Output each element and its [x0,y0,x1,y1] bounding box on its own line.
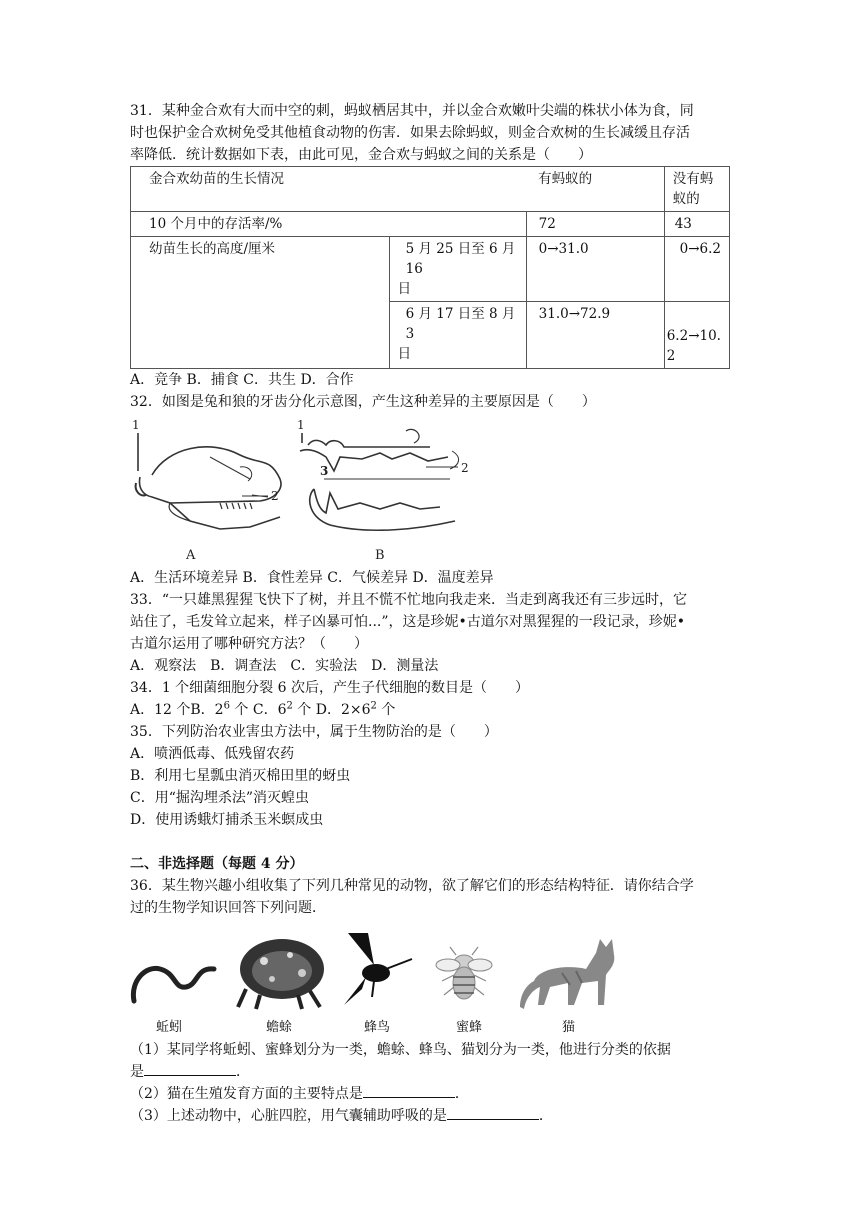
exponent-c: 2 [286,700,293,712]
animal-label-cat: 猫 [562,1020,576,1035]
table-row [131,212,730,237]
question-36-stem-line-2: 过的生物学知识回答下列问题． [130,900,326,916]
teeth-diagram [130,417,475,565]
question-34-stem: 34．1 个细菌细胞分裂 6 次后，产生子代细胞的数目是（ ） [130,680,529,696]
option-a-b-text: A．12 个B．2 [130,702,224,718]
exam-page [130,100,730,1127]
question-33 [130,589,730,677]
header-without-ants-label: 没有蚂蚁的 [672,171,714,207]
hummingbird-image [344,933,412,1005]
section-spacer [130,831,730,853]
growth-data-table [130,166,730,369]
option-c-text: 个 C．6 [229,702,287,718]
table-cell-period-1-without: 0→6.2 [664,237,729,302]
question-36-sub-1-line-1: （1）某同学将蚯蚓、蜜蜂划分为一类，蟾蜍、蜂鸟、猫划分为一类，他进行分类的依据 [130,1042,671,1058]
question-36-sub-1-line-2 [130,1061,730,1083]
question-36-sub-3 [130,1105,730,1127]
question-35-stem: 35．下列防治农业害虫方法中，属于生物防治的是（ ） [130,724,498,740]
cat-image [520,939,614,1009]
question-33-options: A．观察法 B．调查法 C．实验法 D．测量法 [130,658,439,674]
period-2-line-2: 日 [397,346,412,362]
question-34 [130,677,730,721]
option-d-text: 个 D．2×6 [292,702,371,718]
table-cell-period-2-without [664,302,729,369]
question-33-stem-line-1: 33．“一只雄黑猩猩飞快下了树，并且不慌不忙地向我走来．当走到离我还有三步远时，它 [130,592,687,608]
rabbit-skull-drawing [136,433,281,529]
period-2-without-line-2: 2 [666,348,676,364]
diagram-label-2-wolf: 2 [461,461,469,475]
period-1-line-1: 5 月 25 日至 6 月 16 [405,241,516,277]
question-34-options [130,699,730,721]
diagram-label-3-wolf: 3 [320,464,329,478]
option-end-text: 个 [376,702,396,718]
question-35-option-d: D．使用诱蛾灯捕杀玉米螟成虫 [130,812,324,828]
table-cell-height-label: 幼苗生长的高度/厘米 [131,237,390,369]
animal-label-hummingbird: 蜂鸟 [364,1020,391,1035]
section-2-title: 二、非选择题（每题 4 分） [130,856,304,872]
answer-blank-1[interactable] [144,1061,236,1076]
diagram-label-1-wolf: 1 [297,418,305,432]
question-36-sub-2 [130,1083,730,1105]
table-header-row [131,167,730,212]
table-header-growth [131,167,527,212]
table-cell-period-2-with: 31.0→72.9 [526,302,664,369]
table-cell-period-2 [389,302,526,369]
table-row [131,237,730,302]
sub-2-text: （2）猫在生殖发育方面的主要特点是 [130,1086,363,1102]
question-35 [130,721,730,831]
table-cell-period-1 [389,237,526,302]
table-cell-period-1-with: 0→31.0 [526,237,664,302]
table-header-without-ants [664,167,729,212]
question-32-options: A．生活环境差异 B．食性差异 C．气候差异 D．温度差异 [130,570,494,586]
question-33-stem-line-2: 站住了，毛发耸立起来，样子凶暴可怕...”，这是珍妮•古道尔对黑猩猩的一段记录，珍妮• [130,614,686,630]
period-2-without-line-1: 6.2→10. [666,328,721,344]
diagram-label-1-rabbit: 1 [132,418,140,432]
header-with-ants-label: 有蚂蚁的 [538,171,593,187]
answer-blank-3[interactable] [447,1105,539,1120]
period-2-line-1: 6 月 17 日至 8 月 3 [405,306,516,342]
sub-1-prefix: 是 [130,1064,144,1080]
question-36-stem-line-1: 36．某生物兴趣小组收集了下列几种常见的动物，欲了解它们的形态结构特征．请你结合学 [130,878,694,894]
question-32 [130,391,730,589]
diagram-label-2-rabbit: 2 [271,489,279,503]
question-32-stem: 32．如图是兔和狼的牙齿分化示意图，产生这种差异的主要原因是（ ） [130,394,596,410]
animal-label-earthworm: 蚯蚓 [156,1020,183,1035]
diagram-label-a: A [186,548,196,563]
question-31-stem-line-2: 时也保护金合欢树免受其他植食动物的伤害．如果去除蚂蚁，则金合欢树的生长减缓且存活 [130,125,690,141]
sub-3-end: ． [538,1108,553,1124]
question-35-option-a: A．喷洒低毒、低残留农药 [130,746,295,762]
question-35-option-c: C．用“掘沟埋杀法”消灭蝗虫 [130,790,310,806]
exponent-b: 6 [223,700,230,712]
question-31-options: A．竞争 B．捕食 C．共生 D．合作 [130,372,354,388]
question-36 [130,875,730,1127]
table-header-with-ants [526,167,664,212]
animal-label-bee: 蜜蜂 [456,1020,483,1035]
sub-2-end: ． [454,1086,469,1102]
table-cell-survival-without: 43 [664,212,729,237]
table-cell-survival-label: 10 个月中的存活率/% [131,212,527,237]
question-35-option-b: B．利用七星瓢虫消灭棉田里的蚜虫 [130,768,351,784]
animals-figure [130,925,620,1037]
sub-3-text: （3）上述动物中，心脏四腔，用气囊辅助呼吸的是 [130,1108,447,1124]
period-1-line-2: 日 [397,281,412,297]
bee-image [436,947,492,999]
sub-1-end: ． [236,1064,250,1080]
wolf-skull-drawing [300,429,459,530]
animal-label-toad: 蟾蜍 [266,1020,293,1035]
diagram-label-b: B [375,548,385,563]
exponent-d: 2 [370,700,377,712]
answer-blank-2[interactable] [363,1083,455,1098]
question-31 [130,100,730,391]
question-33-stem-line-3: 古道尔运用了哪种研究方法？（ ） [130,636,368,652]
header-growth-label: 金合欢幼苗的生长情况 [149,171,284,187]
table-cell-survival-with: 72 [526,212,664,237]
question-31-stem-line-1: 31．某种金合欢有大而中空的刺，蚂蚁栖居其中，并以金合欢嫩叶尖端的株状小体为食，同 [130,103,694,119]
toad-image [238,939,324,1009]
question-31-stem-line-3: 率降低．统计数据如下表，由此可见，金合欢与蚂蚁之间的关系是（ ） [130,147,592,163]
earthworm-image [133,968,214,1001]
